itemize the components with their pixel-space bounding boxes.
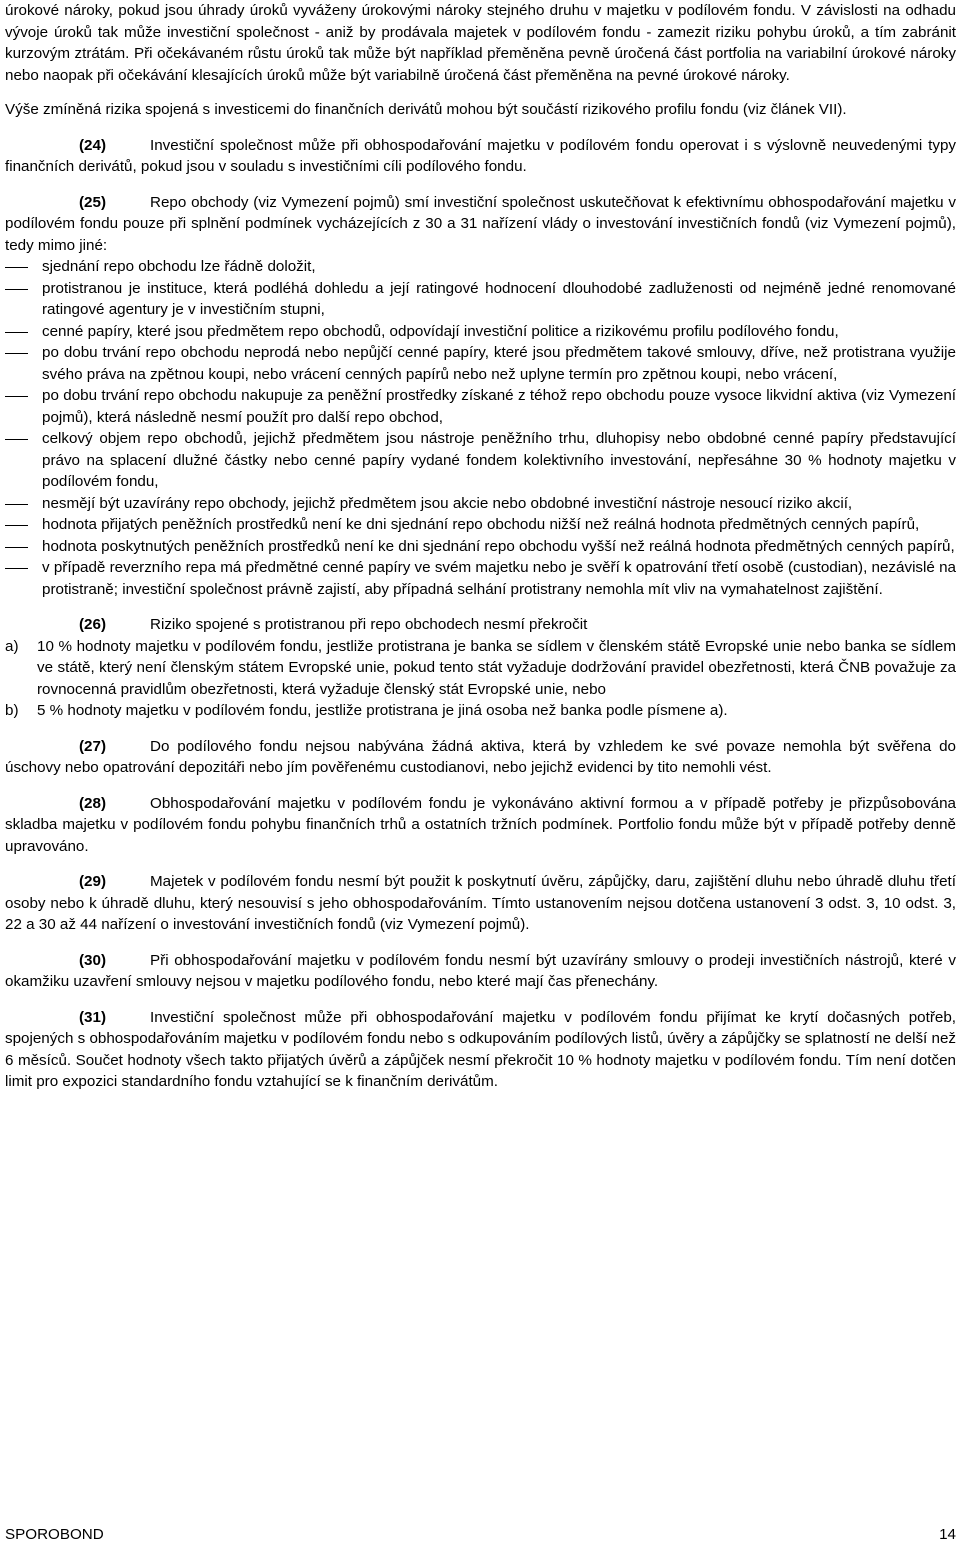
list-item: po dobu trvání repo obchodu nakupuje za peněžní prostředky získané z téhož repo obchodu pouze vysoce likvidní aktiva (viz Vymezení pojmů), která následně nesmí použít pro další repo obchod, — [5, 385, 956, 428]
list-item: protistranou je instituce, která podléhá dohledu a její ratingové hodnocení dlouhodobé zadluženosti od nejméně jedné renomované ratingové agentury je v investičním stupni, — [5, 278, 956, 321]
section-27 — [5, 736, 956, 779]
section-number: (26) — [79, 616, 107, 633]
list-marker: b) — [5, 702, 19, 719]
section-text: Repo obchody (viz Vymezení pojmů) smí investiční společnost uskutečňovat k efektivnímu obhospodařování majetku v podílovém fondu pouze při splnění podmínek vycházejících z 30 a 31 nařízení vlády o investování investičních fondů (viz Vymezení pojmů), tedy mimo jiné: — [5, 193, 956, 254]
section-text: Majetek v podílovém fondu nesmí být použit k poskytnutí úvěru, zápůjčky, daru, zajištění dluhu nebo úhradě dluhu třetí osoby nebo k úhradě dluhu, který nesouvisí s jeho obhospodařováním. Tímto ustanovením nejsou dotčena ustanovení 3 odst. 3, 10 odst. 3, 22 a 30 až 44 nařízení o investování investičních fondů (viz Vymezení pojmů). — [5, 873, 956, 933]
section-29 — [5, 871, 956, 936]
section-text: Investiční společnost může při obhospodařování majetku v podílovém fondu operovat i s výslovně neuvedenými typy finančních derivátů, pokud jsou v souladu s investičními cíli podílového fondu. — [5, 136, 956, 175]
list-item — [5, 636, 956, 701]
section-text: Riziko spojené s protistranou při repo obchodech nesmí překročit — [150, 616, 588, 633]
section-28 — [5, 793, 956, 858]
section-26-intro — [5, 614, 956, 636]
intro-paragraph: úrokové nároky, pokud jsou úhrady úroků vyváženy úrokovými nároky stejného druhu v majetku v podílovém fondu. V závislosti na odhadu vývoje úroků tak může investiční společnost - aniž by prodávala majetek v podílovém fondu - zamezit riziku pohybu úroků, a tím zabránit kurzovým ztrátám. Při očekávaném růstu úroků tak může být například přeměněna pevně úročená část portfolia na variabilní úrokové nároky nebo naopak při očekávání klesajících úroků může být variabilně úročená část přeměněna na pevné úrokové nároky. — [5, 2, 956, 84]
section-number: (30) — [79, 951, 107, 969]
section-text: Do podílového fondu nejsou nabývána žádná aktiva, která by vzhledem ke své povaze nemohla být svěřena do úschovy nebo opatrování depozitáři nebo jím pověřenému custodianovi, nebo jejichž evidenci by tito nemohli vést. — [5, 737, 956, 776]
list-item: sjednání repo obchodu lze řádně doložit, — [5, 256, 956, 278]
section-number: (29) — [79, 873, 107, 890]
section-number: (28) — [79, 794, 107, 812]
document-page — [5, 0, 956, 1105]
section-number: (27) — [79, 737, 107, 755]
list-item: nesmějí být uzavírány repo obchody, jejichž předmětem jsou akcie nebo obdobné investiční nástroje nesoucí riziko akcií, — [5, 493, 956, 515]
section-26 — [5, 614, 956, 722]
section-text: Při obhospodařování majetku v podílovém fondu nesmí být uzavírány smlouvy o prodeji investičních nástrojů, které v okamžiku uzavření smlouvy nejsou v majetku podílového fondu, nebo které mají čas přenechány. — [5, 951, 956, 990]
list-item: hodnota poskytnutých peněžních prostředků není ke dni sjednání repo obchodu vyšší než reálná hodnota předmětných cenných papírů, — [5, 536, 956, 558]
page-number: 14 — [939, 1526, 956, 1543]
section-number: (24) — [79, 136, 107, 154]
section-text: Investiční společnost může při obhospodařování majetku v podílovém fondu přijímat ke krytí dočasných potřeb, spojených s obhospodařováním majetku v podílovém fondu nebo s odkupováním podílových listů, úvěry a zápůjčky se splatností ne delší než 6 měsíců. Součet hodnoty všech takto přijatých úvěrů a zápůjček nesmí překročit 10 % hodnoty majetku v podílovém fondu. Tím není dotčen limit pro expozici standardního fondu vztahující se k finančním derivátům. — [5, 1008, 956, 1090]
section-25 — [5, 192, 956, 601]
list-item: celkový objem repo obchodů, jejichž předmětem jsou nástroje peněžního trhu, dluhopisy nebo obdobné cenné papíry představující právo na splacení dlužné částky nebo cenné papíry vydané fondem kolektivního investování, nepřesáhne 30 % hodnoty majetku v podílovém fondu, — [5, 428, 956, 493]
section-30 — [5, 950, 956, 993]
page-footer — [5, 1524, 956, 1546]
list-item: cenné papíry, které jsou předmětem repo obchodů, odpovídají investiční politice a rizikovému profilu podílového fondu, — [5, 321, 956, 343]
list-item: po dobu trvání repo obchodu neprodá nebo nepůjčí cenné papíry, které jsou předmětem takové smlouvy, dříve, než protistrana využije svého práva na zpětnou koupi, nebo vrácení cenných papírů nebo než uplyne termín pro zpětnou koupi, nebo vrácení, — [5, 342, 956, 385]
section-number: (25) — [79, 193, 107, 211]
list-item: v případě reverzního repa má předmětné cenné papíry ve svém majetku nebo je svěří k opatrování třetí osobě (custodian), nezávislé na protistraně; investiční společnost právně zajistí, aby případná selhání protistrany nemohla mít vliv na vymahatelnost zajištění. — [5, 557, 956, 600]
list-marker: a) — [5, 637, 19, 655]
counterparty-limits-list — [5, 636, 956, 722]
list-item: hodnota přijatých peněžních prostředků není ke dni sjednání repo obchodu nižší než reálná hodnota předmětných cenných papírů, — [5, 514, 956, 536]
footer-fund-name: SPOROBOND — [5, 1526, 104, 1543]
section-31 — [5, 1007, 956, 1093]
list-item-text: 10 % hodnoty majetku v podílovém fondu, jestliže protistrana je banka se sídlem v členském státě Evropské unie nebo banka se sídlem ve státě, který není členským státem Evropské unie, pokud tento stát vyžaduje dodržování pravidel obezřetnosti, která ČNB považuje za rovnocenná pravidlům obezřetnosti, která vyžaduje členský stát Evropské unie, nebo — [37, 637, 956, 698]
risk-note-paragraph: Výše zmíněná rizika spojená s investicemi do finančních derivátů mohou být součástí rizikového profilu fondu (viz článek VII). — [5, 101, 847, 118]
list-item — [5, 700, 956, 722]
repo-conditions-list — [5, 256, 956, 600]
section-text: Obhospodařování majetku v podílovém fondu je vykonáváno aktivní formou a v případě potřeby je přizpůsobována skladba majetku v podílovém fondu pohybu finančních trhů a ostatních tržních podmínek. Portfolio fondu může být v případě potřeby denně upravováno. — [5, 794, 956, 855]
section-24 — [5, 135, 956, 178]
section-number: (31) — [79, 1008, 107, 1026]
list-item-text: 5 % hodnoty majetku v podílovém fondu, jestliže protistrana je jiná osoba než banka podle písmene a). — [37, 702, 728, 719]
section-25-intro — [5, 192, 956, 257]
